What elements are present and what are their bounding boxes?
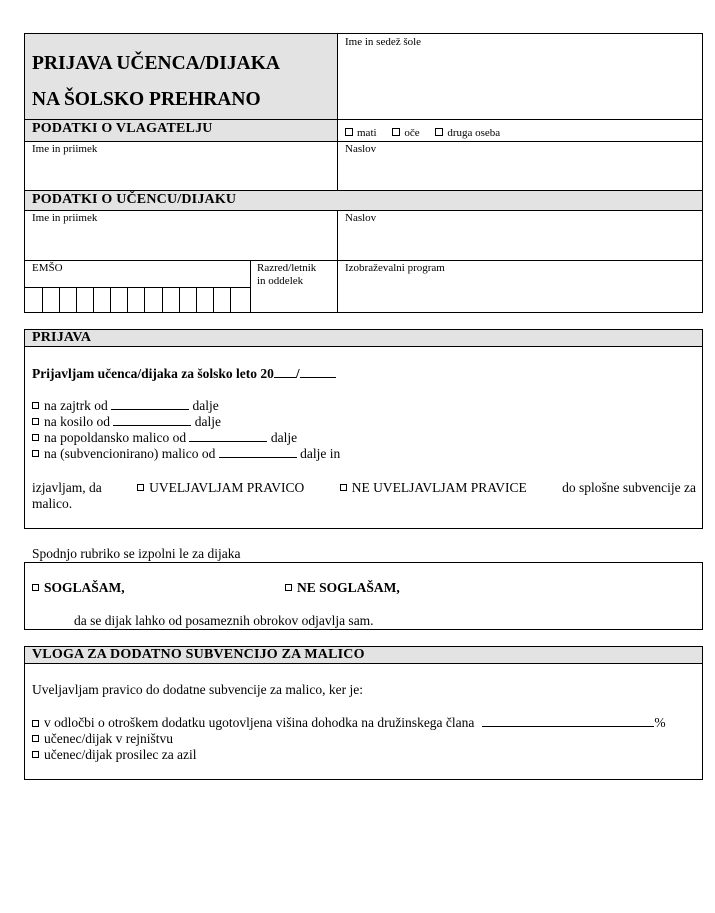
applicant-name-field[interactable] bbox=[25, 156, 337, 190]
emso-digit-boxes[interactable] bbox=[25, 287, 250, 312]
meal-option-afternoon-snack[interactable]: na popoldansko malico od dalje bbox=[32, 430, 340, 446]
class-label-line-2: in oddelek bbox=[257, 275, 304, 287]
option-other-person[interactable]: druga oseba bbox=[435, 127, 500, 139]
percent-sign: % bbox=[654, 715, 666, 730]
program-field[interactable] bbox=[338, 276, 702, 312]
school-name-label: Ime in sedež šole bbox=[345, 36, 422, 48]
pupil-name-field[interactable] bbox=[25, 225, 337, 259]
option-father[interactable]: oče bbox=[392, 127, 419, 139]
class-label bbox=[257, 262, 316, 288]
registration-school-year bbox=[32, 366, 336, 382]
page-title bbox=[32, 46, 280, 118]
breakfast-date-field[interactable] bbox=[111, 398, 189, 410]
lunch-date-field[interactable] bbox=[113, 414, 191, 426]
checkbox-icon[interactable] bbox=[32, 450, 39, 457]
applicant-heading: PODATKI O VLAGATELJU bbox=[32, 121, 213, 136]
meal-options-list bbox=[32, 398, 340, 462]
school-name-field[interactable] bbox=[338, 50, 702, 118]
option-not-claim-right[interactable]: NE UVELJAVLJAM PRAVICE bbox=[340, 480, 527, 496]
checkbox-icon[interactable] bbox=[392, 128, 400, 136]
checkbox-icon[interactable] bbox=[137, 484, 144, 491]
checkbox-icon[interactable] bbox=[345, 128, 353, 136]
applicant-address-label: Naslov bbox=[345, 143, 377, 155]
subsidy-option-foster-care[interactable]: učenec/dijak v rejništvu bbox=[32, 731, 696, 747]
subsidy-option-income[interactable]: v odločbi o otroškem dodatku ugotovljena višina dohodka na družinskega člana % bbox=[32, 715, 696, 731]
checkbox-icon[interactable] bbox=[32, 584, 39, 591]
school-year-field-1[interactable] bbox=[274, 366, 296, 378]
subsidized-snack-date-field[interactable] bbox=[219, 446, 297, 458]
page-title-line-1: PRIJAVA UČENCA/DIJAKA bbox=[32, 53, 280, 74]
registration-heading-bg bbox=[25, 330, 702, 346]
meal-option-breakfast[interactable]: na zajtrk od dalje bbox=[32, 398, 340, 414]
subsidy-option-asylum-seeker[interactable]: učenec/dijak prosilec za azil bbox=[32, 747, 696, 763]
checkbox-icon[interactable] bbox=[32, 434, 39, 441]
checkbox-icon[interactable] bbox=[435, 128, 443, 136]
checkbox-icon[interactable] bbox=[32, 402, 39, 409]
subsidy-options-list bbox=[32, 715, 696, 763]
school-year-text: Prijavljam učenca/dijaka za šolsko leto 20 bbox=[32, 366, 274, 381]
checkbox-icon[interactable] bbox=[32, 751, 39, 758]
meal-option-lunch[interactable]: na kosilo od dalje bbox=[32, 414, 340, 430]
subsidy-declaration bbox=[32, 480, 696, 512]
school-year-slash: / bbox=[295, 366, 300, 381]
class-label-line-1: Razred/letnik bbox=[257, 262, 317, 274]
applicant-relationship-options bbox=[345, 127, 500, 140]
consent-disagree-option[interactable]: NE SOGLAŠAM, bbox=[285, 580, 400, 596]
option-mother[interactable]: mati bbox=[345, 127, 377, 139]
class-field[interactable] bbox=[251, 290, 337, 312]
meal-option-subsidized-snack[interactable]: na (subvencionirano) malico od dalje in bbox=[32, 446, 340, 462]
checkbox-icon[interactable] bbox=[32, 735, 39, 742]
school-year-field-2[interactable] bbox=[300, 366, 336, 378]
declaration-end: malico. bbox=[32, 496, 73, 511]
applicant-name-label: Ime in priimek bbox=[32, 143, 98, 155]
pupil-name-label: Ime in priimek bbox=[32, 212, 98, 224]
program-label: Izobraževalni program bbox=[345, 262, 445, 274]
consent-text: da se dijak lahko od posameznih obrokov odjavlja sam. bbox=[74, 613, 374, 628]
pupil-address-field[interactable] bbox=[338, 225, 702, 259]
pupil-heading: PODATKI O UČENCU/DIJAKU bbox=[32, 192, 237, 207]
checkbox-icon[interactable] bbox=[340, 484, 347, 491]
page-title-line-2: NA ŠOLSKO PREHRANO bbox=[32, 89, 261, 110]
emso-label: EMŠO bbox=[32, 262, 63, 274]
consent-agree-option[interactable]: SOGLAŠAM, bbox=[32, 580, 125, 596]
subsidy-intro: Uveljavljam pravico do dodatne subvencije za malico, ker je: bbox=[32, 682, 364, 697]
registration-heading: PRIJAVA bbox=[32, 330, 92, 345]
declaration-prefix: izjavljam, da bbox=[32, 480, 102, 495]
subsidy-heading: VLOGA ZA DODATNO SUBVENCIJO ZA MALICO bbox=[32, 647, 365, 662]
pupil-address-label: Naslov bbox=[345, 212, 377, 224]
consent-note: Spodnjo rubriko se izpolni le za dijaka bbox=[32, 546, 241, 561]
checkbox-icon[interactable] bbox=[32, 418, 39, 425]
applicant-address-field[interactable] bbox=[338, 156, 702, 190]
checkbox-icon[interactable] bbox=[32, 720, 39, 727]
income-percent-field[interactable] bbox=[482, 715, 654, 727]
afternoon-snack-date-field[interactable] bbox=[189, 430, 267, 442]
checkbox-icon[interactable] bbox=[285, 584, 292, 591]
declaration-suffix: do splošne subvencije za bbox=[562, 480, 696, 495]
option-claim-right[interactable]: UVELJAVLJAM PRAVICO bbox=[137, 480, 304, 496]
